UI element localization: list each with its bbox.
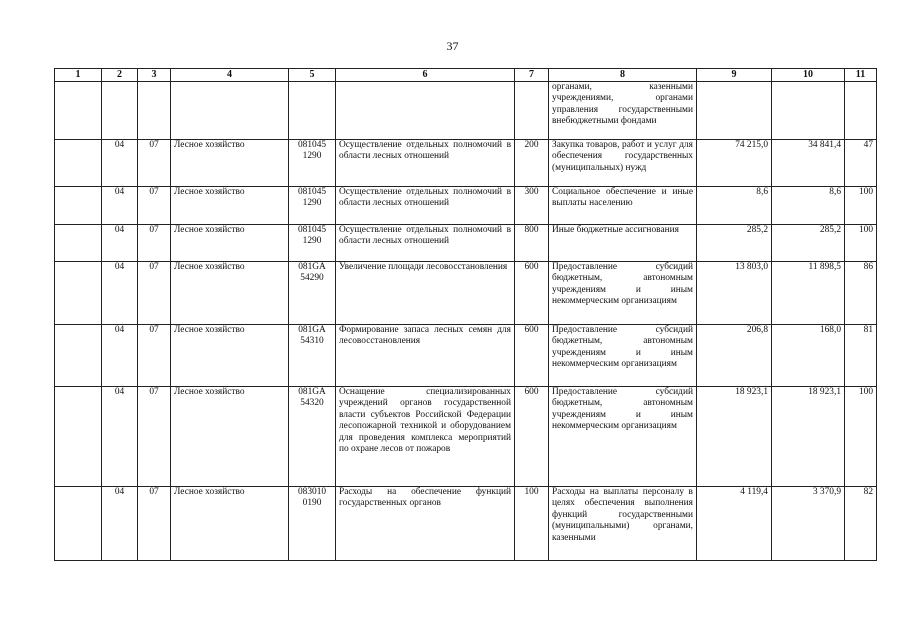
cell-expense-name: Предоставление субсидий бюджетным, автономным учреждениям и иным некоммерческим организациям (549, 325, 697, 387)
cell-name: Лесное хозяйство (171, 262, 289, 325)
cell-target-code (289, 82, 336, 140)
cell-expense-name: Расходы на выплаты персоналу в целях обеспечения выполнения функций государственными (муниципальными) органами, казенными (549, 487, 697, 561)
cell-name (171, 82, 289, 140)
cell-target-name: Осуществление отдельных полномочий в области лесных отношений (336, 140, 515, 187)
cell-target-name: Осуществление отдельных полномочий в области лесных отношений (336, 187, 515, 225)
cell-planned: 206,8 (697, 325, 772, 387)
cell-name: Лесное хозяйство (171, 325, 289, 387)
cell-percent: 100 (845, 225, 877, 262)
cell-name: Лесное хозяйство (171, 187, 289, 225)
cell-col1 (55, 225, 102, 262)
cell-planned (697, 82, 772, 140)
cell-col1 (55, 140, 102, 187)
table-row (55, 325, 877, 387)
cell-subsection: 07 (138, 325, 171, 387)
cell-target-name: Формирование запаса лесных семян для лесовосстановления (336, 325, 515, 387)
cell-target-name: Осуществление отдельных полномочий в области лесных отношений (336, 225, 515, 262)
cell-subsection: 07 (138, 225, 171, 262)
cell-target-code: 081045 1290 (289, 140, 336, 187)
cell-percent: 47 (845, 140, 877, 187)
cell-target-code: 081GA 54290 (289, 262, 336, 325)
column-header: 6 (336, 69, 515, 82)
column-header: 1 (55, 69, 102, 82)
cell-expense-code: 600 (515, 262, 549, 325)
table-row (55, 140, 877, 187)
column-header: 7 (515, 69, 549, 82)
cell-section: 04 (102, 262, 138, 325)
cell-executed: 11 898,5 (772, 262, 845, 325)
cell-col1 (55, 187, 102, 225)
cell-executed: 18 923,1 (772, 387, 845, 487)
cell-section: 04 (102, 325, 138, 387)
column-header: 5 (289, 69, 336, 82)
cell-subsection: 07 (138, 262, 171, 325)
cell-target-code: 081GA 54320 (289, 387, 336, 487)
cell-expense-name: Предоставление субсидий бюджетным, автономным учреждениям и иным некоммерческим организациям (549, 387, 697, 487)
cell-percent: 100 (845, 387, 877, 487)
cell-col1 (55, 387, 102, 487)
cell-expense-code: 200 (515, 140, 549, 187)
column-header: 2 (102, 69, 138, 82)
header-row (55, 69, 877, 82)
cell-name: Лесное хозяйство (171, 487, 289, 561)
cell-subsection: 07 (138, 187, 171, 225)
cell-section: 04 (102, 487, 138, 561)
cell-percent: 82 (845, 487, 877, 561)
cell-executed: 34 841,4 (772, 140, 845, 187)
cell-name: Лесное хозяйство (171, 225, 289, 262)
cell-subsection: 07 (138, 487, 171, 561)
column-header: 3 (138, 69, 171, 82)
cell-expense-code: 600 (515, 325, 549, 387)
cell-expense-code (515, 82, 549, 140)
cell-subsection: 07 (138, 387, 171, 487)
column-header: 4 (171, 69, 289, 82)
cell-expense-name: Закупка товаров, работ и услуг для обеспечения государственных (муниципальных) нужд (549, 140, 697, 187)
cell-target-code: 081045 1290 (289, 225, 336, 262)
cell-expense-code: 600 (515, 387, 549, 487)
table-row (55, 187, 877, 225)
table-row (55, 387, 877, 487)
cell-name: Лесное хозяйство (171, 387, 289, 487)
cell-expense-name: Иные бюджетные ассигнования (549, 225, 697, 262)
table-row (55, 225, 877, 262)
cell-target-code: 081GA 54310 (289, 325, 336, 387)
cell-subsection (138, 82, 171, 140)
cell-expense-code: 300 (515, 187, 549, 225)
table-row (55, 487, 877, 561)
cell-planned: 74 215,0 (697, 140, 772, 187)
cell-subsection: 07 (138, 140, 171, 187)
cell-section: 04 (102, 387, 138, 487)
cell-executed: 285,2 (772, 225, 845, 262)
cell-section: 04 (102, 140, 138, 187)
cell-percent: 100 (845, 187, 877, 225)
budget-table (54, 68, 877, 561)
table-row (55, 262, 877, 325)
cell-expense-name: Социальное обеспечение и иные выплаты населению (549, 187, 697, 225)
cell-executed: 3 370,9 (772, 487, 845, 561)
cell-col1 (55, 325, 102, 387)
cell-planned: 285,2 (697, 225, 772, 262)
cell-executed: 8,6 (772, 187, 845, 225)
cell-col1 (55, 82, 102, 140)
cell-planned: 18 923,1 (697, 387, 772, 487)
cell-section: 04 (102, 225, 138, 262)
cell-executed: 168,0 (772, 325, 845, 387)
cell-expense-name: органами, казенными учреждениями, органами управления государственными внебюджетными фондами (549, 82, 697, 140)
column-header: 10 (772, 69, 845, 82)
table-row (55, 82, 877, 140)
cell-percent: 86 (845, 262, 877, 325)
cell-expense-code: 100 (515, 487, 549, 561)
cell-name: Лесное хозяйство (171, 140, 289, 187)
page-number: 37 (446, 39, 459, 53)
column-header: 8 (549, 69, 697, 82)
cell-planned: 13 803,0 (697, 262, 772, 325)
cell-col1 (55, 262, 102, 325)
cell-target-name (336, 82, 515, 140)
cell-target-name: Увеличение площади лесовосстановления (336, 262, 515, 325)
column-header: 9 (697, 69, 772, 82)
cell-planned: 8,6 (697, 187, 772, 225)
cell-section: 04 (102, 187, 138, 225)
cell-target-code: 083010 0190 (289, 487, 336, 561)
cell-section (102, 82, 138, 140)
cell-target-code: 081045 1290 (289, 187, 336, 225)
cell-target-name: Оснащение специализированных учреждений органов государственной власти субъектов Российской Федерации лесопожарной техникой и оборудованием для проведения комплекса мероприятий по охране лесов от пожаров (336, 387, 515, 487)
cell-percent (845, 82, 877, 140)
column-header: 11 (845, 69, 877, 82)
cell-col1 (55, 487, 102, 561)
cell-executed (772, 82, 845, 140)
cell-expense-code: 800 (515, 225, 549, 262)
cell-planned: 4 119,4 (697, 487, 772, 561)
cell-percent: 81 (845, 325, 877, 387)
cell-target-name: Расходы на обеспечение функций государственных органов (336, 487, 515, 561)
cell-expense-name: Предоставление субсидий бюджетным, автономным учреждениям и иным некоммерческим организациям (549, 262, 697, 325)
